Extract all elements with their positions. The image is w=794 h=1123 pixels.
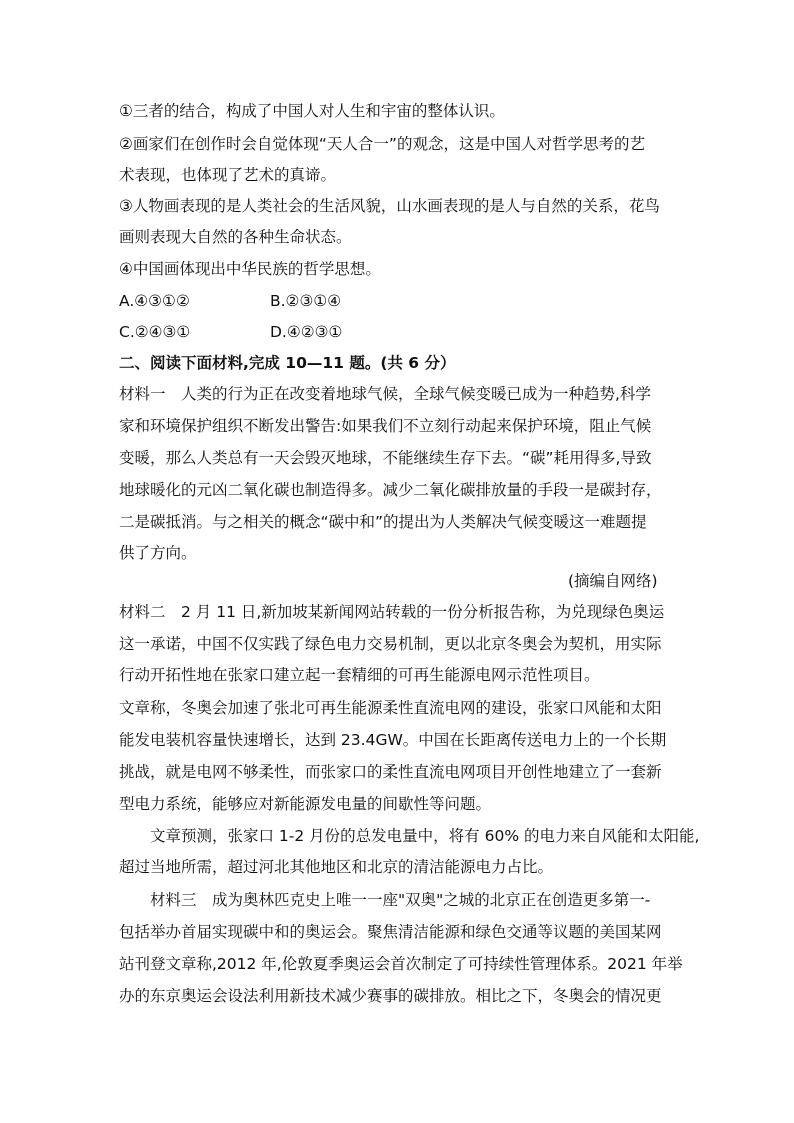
statement-1: ①三者的结合，构成了中国人对人生和宇宙的整体认识。	[119, 102, 505, 120]
section-heading: 二、阅读下面材料,完成 10—11 题。(共 6 分）	[119, 354, 456, 372]
statement-4: ④中国画体现出中华民族的哲学思想。	[119, 260, 381, 278]
choice-b: B.②③①④	[270, 292, 342, 310]
material3-line: 材料三 成为奥林匹克史上唯一一座"双奥"之城的北京正在创造更多第一-	[150, 891, 651, 909]
material2-line: 挑战，就是电网不够柔性，而张家口的柔性直流电网项目开创性地建立了一套新	[119, 763, 662, 781]
material3-line: 站刊登文章称,2012 年,伦敦夏季奥运会首次制定了可持续性管理体系。2021 年举	[119, 955, 683, 973]
material2-line: 型电力系统，能够应对新能源发电量的间歇性等问题。	[119, 795, 492, 813]
material2-line: 这一承诺，中国不仅实践了绿色电力交易机制，更以北京冬奥会为契机，用实际	[119, 635, 662, 653]
material1-line: 家和环境保护组织不断发出警告:如果我们不立刻行动起来保护环境，阻止气候	[119, 417, 652, 435]
material1-line: 二是碳抵消。与之相关的概念“碳中和”的提出为人类解决气候变暖这一难题提	[119, 513, 647, 531]
material2-line: 行动开拓性地在张家口建立起一套精细的可再生能源电网示范性项目。	[119, 666, 600, 684]
material3-line: 办的东京奥运会设法利用新技术减少赛事的碳排放。相比之下，冬奥会的情况更	[119, 987, 662, 1005]
material2-forecast-line: 超过当地所需，超过河北其他地区和北京的清洁能源电力占比。	[119, 858, 554, 876]
material1-line: 材料一 人类的行为正在改变着地球气候，全球气候变暖已成为一种趋势,科学	[119, 385, 651, 403]
choice-a: A.④③①②	[119, 292, 190, 310]
material1-line: 变暖，那么人类总有一天会毁灭地球，不能继续生存下去。“碳”耗用得多,导致	[119, 449, 652, 467]
material2-line: 文章称，冬奥会加速了张北可再生能源柔性直流电网的建设，张家口风能和太阳	[119, 699, 662, 717]
statement-2-line2: 术表现，也体现了艺术的真谛。	[119, 166, 337, 184]
statement-2-line1: ②画家们在创作时会自觉体现“天人合一”的观念，这是中国人对哲学思考的艺	[119, 135, 645, 153]
choice-d: D.④②③①	[270, 323, 343, 341]
statement-3-line1: ③人物画表现的是人类社会的生活风貌，山水画表现的是人与自然的关系，花鸟	[119, 197, 660, 215]
material1-line: 地球暖化的元凶二氧化碳也制造得多。减少二氧化碳排放量的手段一是碳封存，	[119, 481, 662, 499]
material2-line: 材料二 2 月 11 日,新加坡某新闻网站转载的一份分析报告称，为兑现绿色奥运	[119, 603, 665, 621]
statement-3-line2: 画则表现大自然的各种生命状态。	[119, 228, 352, 246]
material3-line: 包括举办首届实现碳中和的奥运会。聚焦清洁能源和绿色交通等议题的美国某网	[119, 923, 662, 941]
material1-line: 供了方向。	[119, 544, 197, 562]
material2-line: 能发电装机容量快速增长，达到 23.4GW。中国在长距离传送电力上的一个长期	[119, 731, 667, 749]
material1-source: (摘编自网络)	[568, 572, 658, 590]
material2-forecast-line: 文章预测，张家口 1-2 月份的总发电量中，将有 60% 的电力来自风能和太阳能,	[150, 827, 700, 845]
choice-c: C.②④③①	[119, 323, 191, 341]
